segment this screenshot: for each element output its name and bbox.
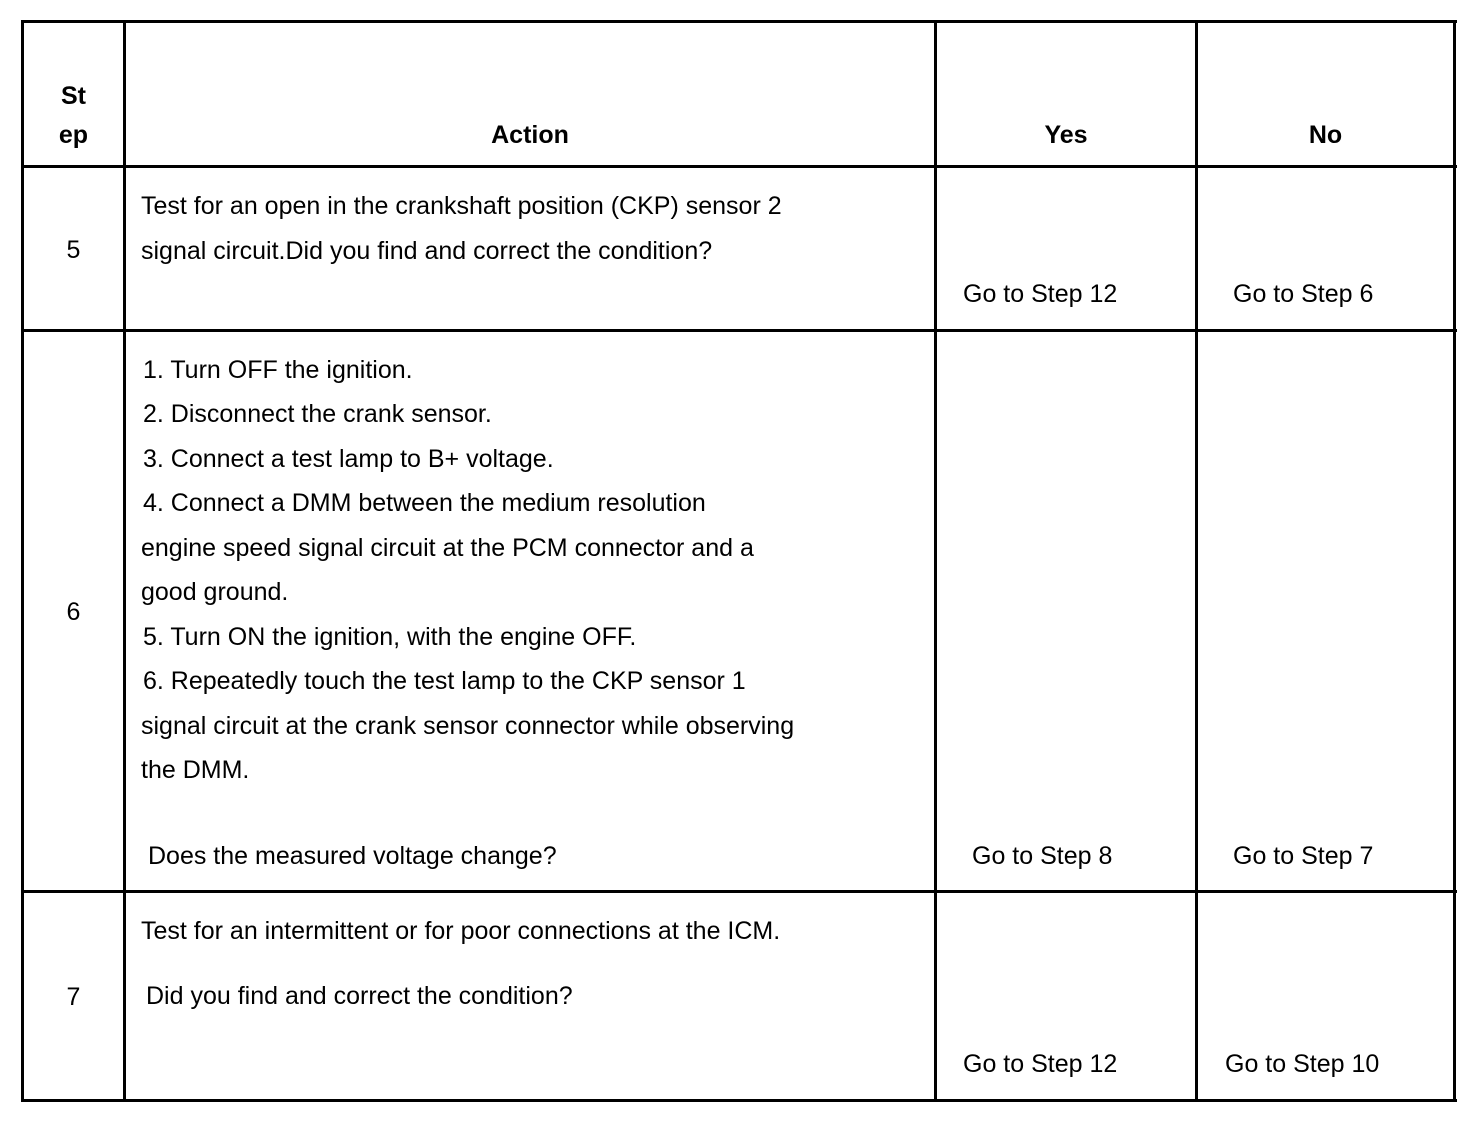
header-yes: Yes — [1044, 121, 1088, 149]
column-divider — [934, 20, 937, 1102]
column-divider — [1195, 20, 1198, 1102]
no-result: Go to Step 7 — [1233, 842, 1374, 870]
action-step-5: 5. Turn ON the ignition, with the engine OFF. — [143, 623, 637, 651]
yes-result: Go to Step 12 — [963, 1050, 1118, 1078]
header-step-line1: St — [61, 82, 86, 110]
action-step-6-cont: the DMM. — [141, 756, 250, 784]
yes-result: Go to Step 8 — [972, 842, 1113, 870]
action-question: Did you find and correct the condition? — [146, 982, 573, 1010]
action-step-4: 4. Connect a DMM between the medium resolution — [143, 489, 706, 517]
column-divider — [123, 20, 126, 1102]
table-border-bottom — [21, 1099, 1457, 1102]
table-border-left — [21, 20, 24, 1102]
diagnostic-table — [21, 20, 1457, 1102]
action-question: Does the measured voltage change? — [148, 842, 557, 870]
action-step-4-cont: good ground. — [141, 578, 289, 606]
row-divider — [21, 329, 1457, 332]
table-border-top — [21, 20, 1457, 23]
action-text: Test for an open in the crankshaft position (CKP) sensor 2 — [141, 192, 782, 220]
no-result: Go to Step 10 — [1225, 1050, 1380, 1078]
action-text: Test for an intermittent or for poor connections at the ICM. — [141, 917, 781, 945]
row-divider — [21, 890, 1457, 893]
action-step-4-cont: engine speed signal circuit at the PCM connector and a — [141, 534, 754, 562]
action-step-3: 3. Connect a test lamp to B+ voltage. — [143, 445, 554, 473]
header-no: No — [1308, 121, 1343, 149]
header-step-line2: ep — [58, 121, 89, 149]
action-text: signal circuit.Did you find and correct the condition? — [141, 237, 713, 265]
action-step-6-cont: signal circuit at the crank sensor connector while observing — [141, 712, 795, 740]
step-number: 7 — [66, 983, 81, 1011]
action-step-6: 6. Repeatedly touch the test lamp to the CKP sensor 1 — [143, 667, 746, 695]
no-result: Go to Step 6 — [1233, 280, 1374, 308]
table-border-right — [1453, 20, 1456, 1102]
action-step-2: 2. Disconnect the crank sensor. — [143, 400, 492, 428]
header-action: Action — [491, 121, 569, 149]
yes-result: Go to Step 12 — [963, 280, 1118, 308]
step-number: 6 — [66, 598, 81, 626]
header-divider — [21, 165, 1457, 168]
step-number: 5 — [66, 236, 81, 264]
action-step-1: 1. Turn OFF the ignition. — [143, 356, 413, 384]
